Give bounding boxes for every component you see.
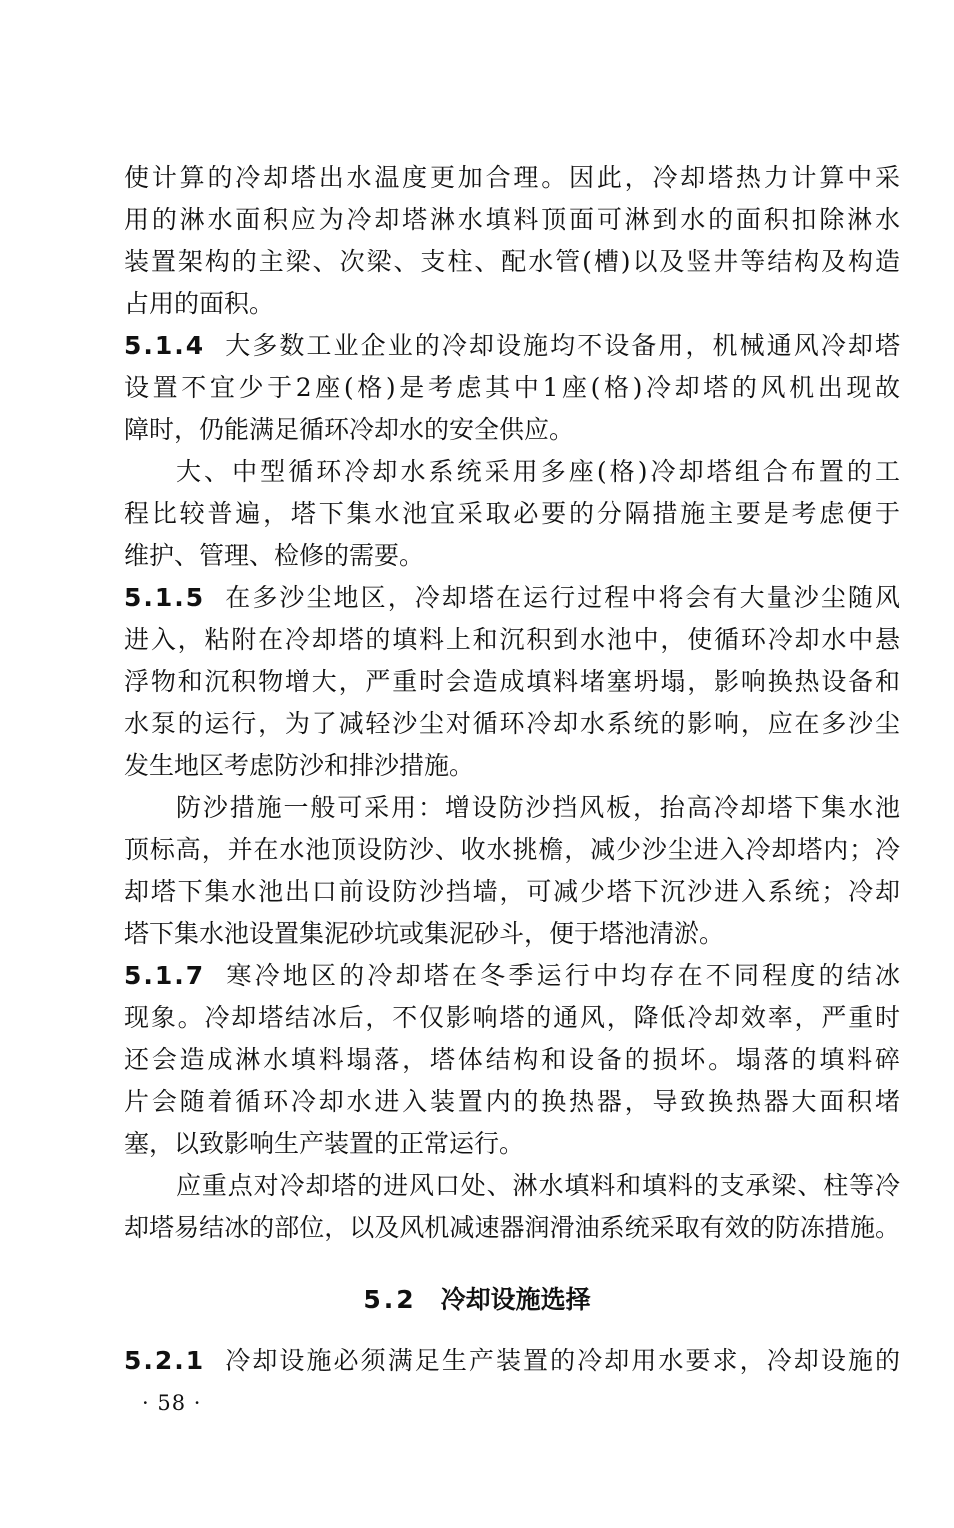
text-line: 顶标高，并在水池顶设防沙、收水挑檐，减少沙尘进入冷却塔内；冷 xyxy=(124,835,900,864)
text-line: 片会随着循环冷却水进入装置内的换热器，导致换热器大面积堵 xyxy=(124,1087,900,1116)
clause-5-2-1-line xyxy=(124,1340,900,1382)
text-line: 塞，以致影响生产装置的正常运行。 xyxy=(124,1129,525,1158)
text-line: 却塔易结冰的部位，以及风机减速器润滑油系统采取有效的防冻措施。 xyxy=(124,1213,900,1242)
clause-number: 5.1.7 xyxy=(124,961,206,990)
text-line: 却塔下集水池出口前设防沙挡墙，可减少塔下沉沙进入系统；冷却 xyxy=(124,877,900,906)
page-number: · 58 · xyxy=(142,1391,202,1415)
clause-text: 大多数工业企业的冷却设施均不设备用，机械通风冷却塔 xyxy=(223,331,900,360)
text-line: 大、中型循环冷却水系统采用多座(格)冷却塔组合布置的工 xyxy=(176,457,900,486)
clause-number: 5.1.5 xyxy=(124,583,206,612)
section-title: 冷却设施选择 xyxy=(440,1285,591,1314)
clause-number: 5.2.1 xyxy=(124,1346,206,1375)
text-line: 维护、管理、检修的需要。 xyxy=(124,541,425,570)
clause-5-1-5-line xyxy=(124,577,900,619)
text-line: 程比较普遍，塔下集水池宜采取必要的分隔措施主要是考虑便于 xyxy=(124,499,900,528)
text-line: 还会造成淋水填料塌落，塔体结构和设备的损坏。塌落的填料碎 xyxy=(124,1045,900,1074)
text-line: 应重点对冷却塔的进风口处、淋水填料和填料的支承梁、柱等冷 xyxy=(176,1171,900,1200)
text-line: 用的淋水面积应为冷却塔淋水填料顶面可淋到水的面积扣除淋水 xyxy=(124,205,900,234)
text-line: 设置不宜少于2座(格)是考虑其中1座(格)冷却塔的风机出现故 xyxy=(124,373,900,402)
text-line: 现象。冷却塔结冰后，不仅影响塔的通风，降低冷却效率，严重时 xyxy=(124,1003,900,1032)
text-line: 占用的面积。 xyxy=(124,289,275,318)
text-line: 障时，仍能满足循环冷却水的安全供应。 xyxy=(124,415,575,444)
text-line: 发生地区考虑防沙和排沙措施。 xyxy=(124,751,475,780)
clause-number: 5.1.4 xyxy=(124,331,206,360)
text-line: 浮物和沉积物增大，严重时会造成填料堵塞坍塌，影响换热设备和 xyxy=(124,667,900,696)
text-line: 水泵的运行，为了减轻沙尘对循环冷却水系统的影响，应在多沙尘 xyxy=(124,709,900,738)
clause-5-1-4-line xyxy=(124,325,900,367)
clause-text: 寒冷地区的冷却塔在冬季运行中均存在不同程度的结冰 xyxy=(223,961,900,990)
text-line: 塔下集水池设置集泥砂坑或集泥砂斗，便于塔池清淤。 xyxy=(124,919,725,948)
section-heading xyxy=(0,1279,954,1321)
section-number: 5.2 xyxy=(363,1285,417,1314)
text-line: 装置架构的主梁、次梁、支柱、配水管(槽)以及竖井等结构及构造 xyxy=(124,247,900,276)
body-text xyxy=(124,157,900,1249)
text-line: 使计算的冷却塔出水温度更加合理。因此，冷却塔热力计算中采 xyxy=(124,163,900,192)
text-line: 进入，粘附在冷却塔的填料上和沉积到水池中，使循环冷却水中悬 xyxy=(124,625,900,654)
body-text-bottom xyxy=(124,1340,900,1382)
text-line: 防沙措施一般可采用：增设防沙挡风板，抬高冷却塔下集水池 xyxy=(176,793,900,822)
clause-text: 在多沙尘地区，冷却塔在运行过程中将会有大量沙尘随风 xyxy=(223,583,900,612)
clause-text: 冷却设施必须满足生产装置的冷却用水要求，冷却设施的 xyxy=(223,1346,900,1375)
clause-5-1-7-line xyxy=(124,955,900,997)
